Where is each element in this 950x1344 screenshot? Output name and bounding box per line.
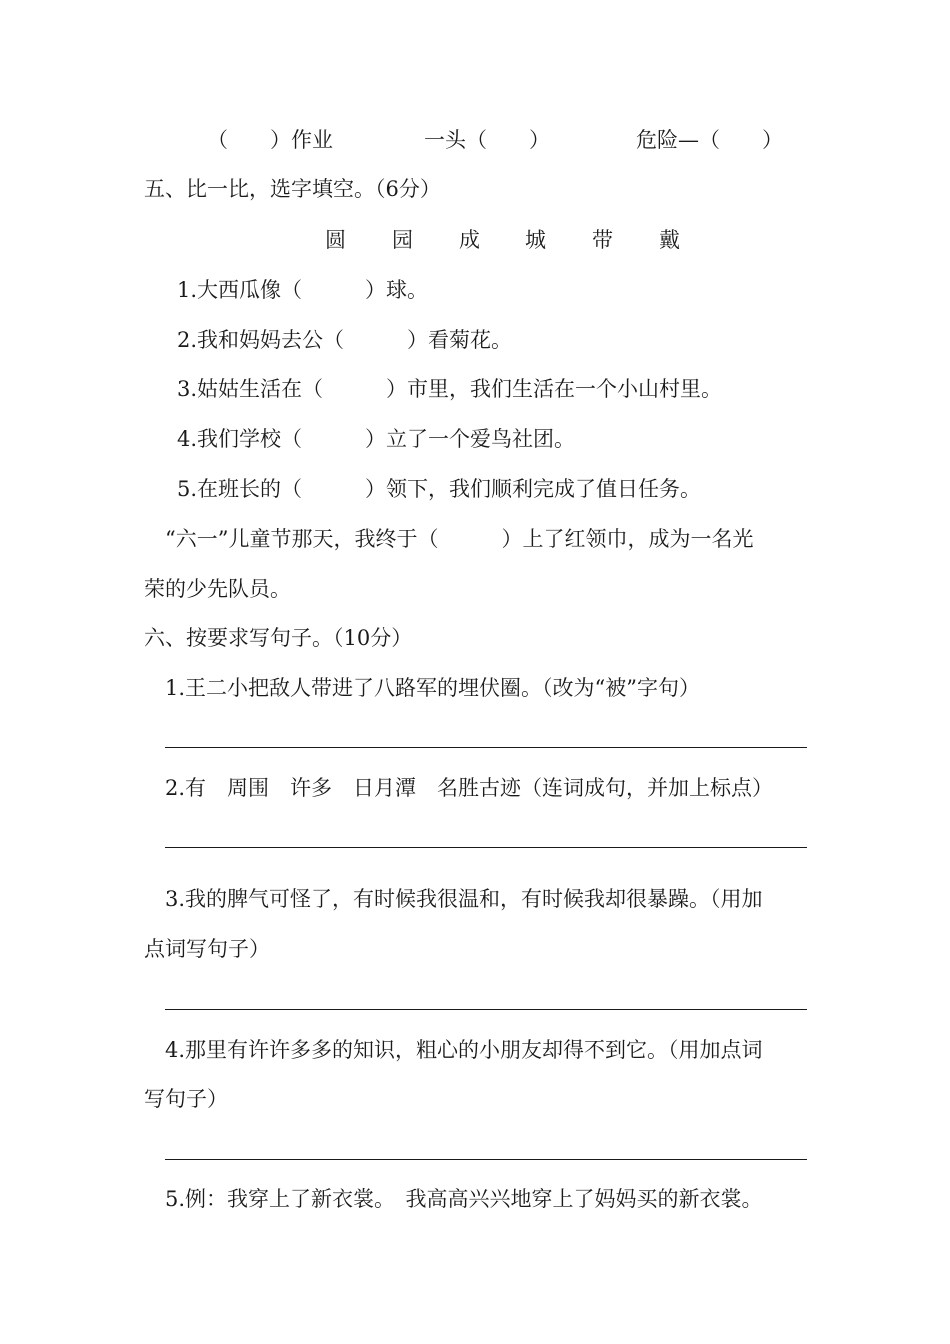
top-item-danger: 危险—（ ）	[636, 128, 783, 152]
top-item-head: 一头（ ）	[424, 128, 550, 152]
section5-heading: 五、比一比，选字填空。（6分）	[144, 177, 441, 201]
char-option: 园	[392, 228, 413, 252]
top-item-homework: （ ）作业	[207, 128, 333, 152]
section6-question-5: 5.例：我穿上了新衣裳。 我高高兴兴地穿上了妈妈买的新衣裳。	[165, 1187, 763, 1211]
section5-question-6-line1: “六一”儿童节那天，我终于（ ）上了红领巾，成为一名光	[165, 527, 754, 551]
char-option: 带	[592, 228, 613, 252]
section6-question-1: 1.王二小把敌人带进了八路军的埋伏圈。（改为“被”字句）	[165, 676, 701, 700]
section6-question-2: 2.有 周围 许多 日月潭 名胜古迹（连词成句，并加上标点）	[165, 776, 774, 800]
answer-line	[165, 1159, 807, 1160]
section6-question-4-line1: 4.那里有许许多多的知识，粗心的小朋友却得不到它。（用加点词	[165, 1038, 763, 1062]
char-option: 成	[459, 228, 480, 252]
section6-heading: 六、按要求写句子。（10分）	[144, 626, 413, 650]
section5-question-6-line2: 荣的少先队员。	[144, 577, 291, 601]
answer-line	[165, 1009, 807, 1010]
char-option: 戴	[659, 228, 680, 252]
answer-line	[165, 847, 807, 848]
char-option: 圆	[325, 228, 346, 252]
section6-question-3-line1: 3.我的脾气可怪了，有时候我很温和，有时候我却很暴躁。（用加	[165, 887, 763, 911]
section5-question-4: 4.我们学校（ ）立了一个爱鸟社团。	[177, 427, 576, 451]
section5-question-1: 1.大西瓜像（ ）球。	[177, 278, 429, 302]
section5-question-3: 3.姑姑生活在（ ）市里，我们生活在一个小山村里。	[177, 377, 723, 401]
section5-question-2: 2.我和妈妈去公（ ）看菊花。	[177, 328, 513, 352]
char-option: 城	[525, 228, 546, 252]
section5-question-5: 5.在班长的（ ）领下，我们顺利完成了值日任务。	[177, 477, 702, 501]
section6-question-4-line2: 写句子）	[144, 1087, 228, 1111]
answer-line	[165, 747, 807, 748]
section6-question-3-line2: 点词写句子）	[144, 937, 270, 961]
